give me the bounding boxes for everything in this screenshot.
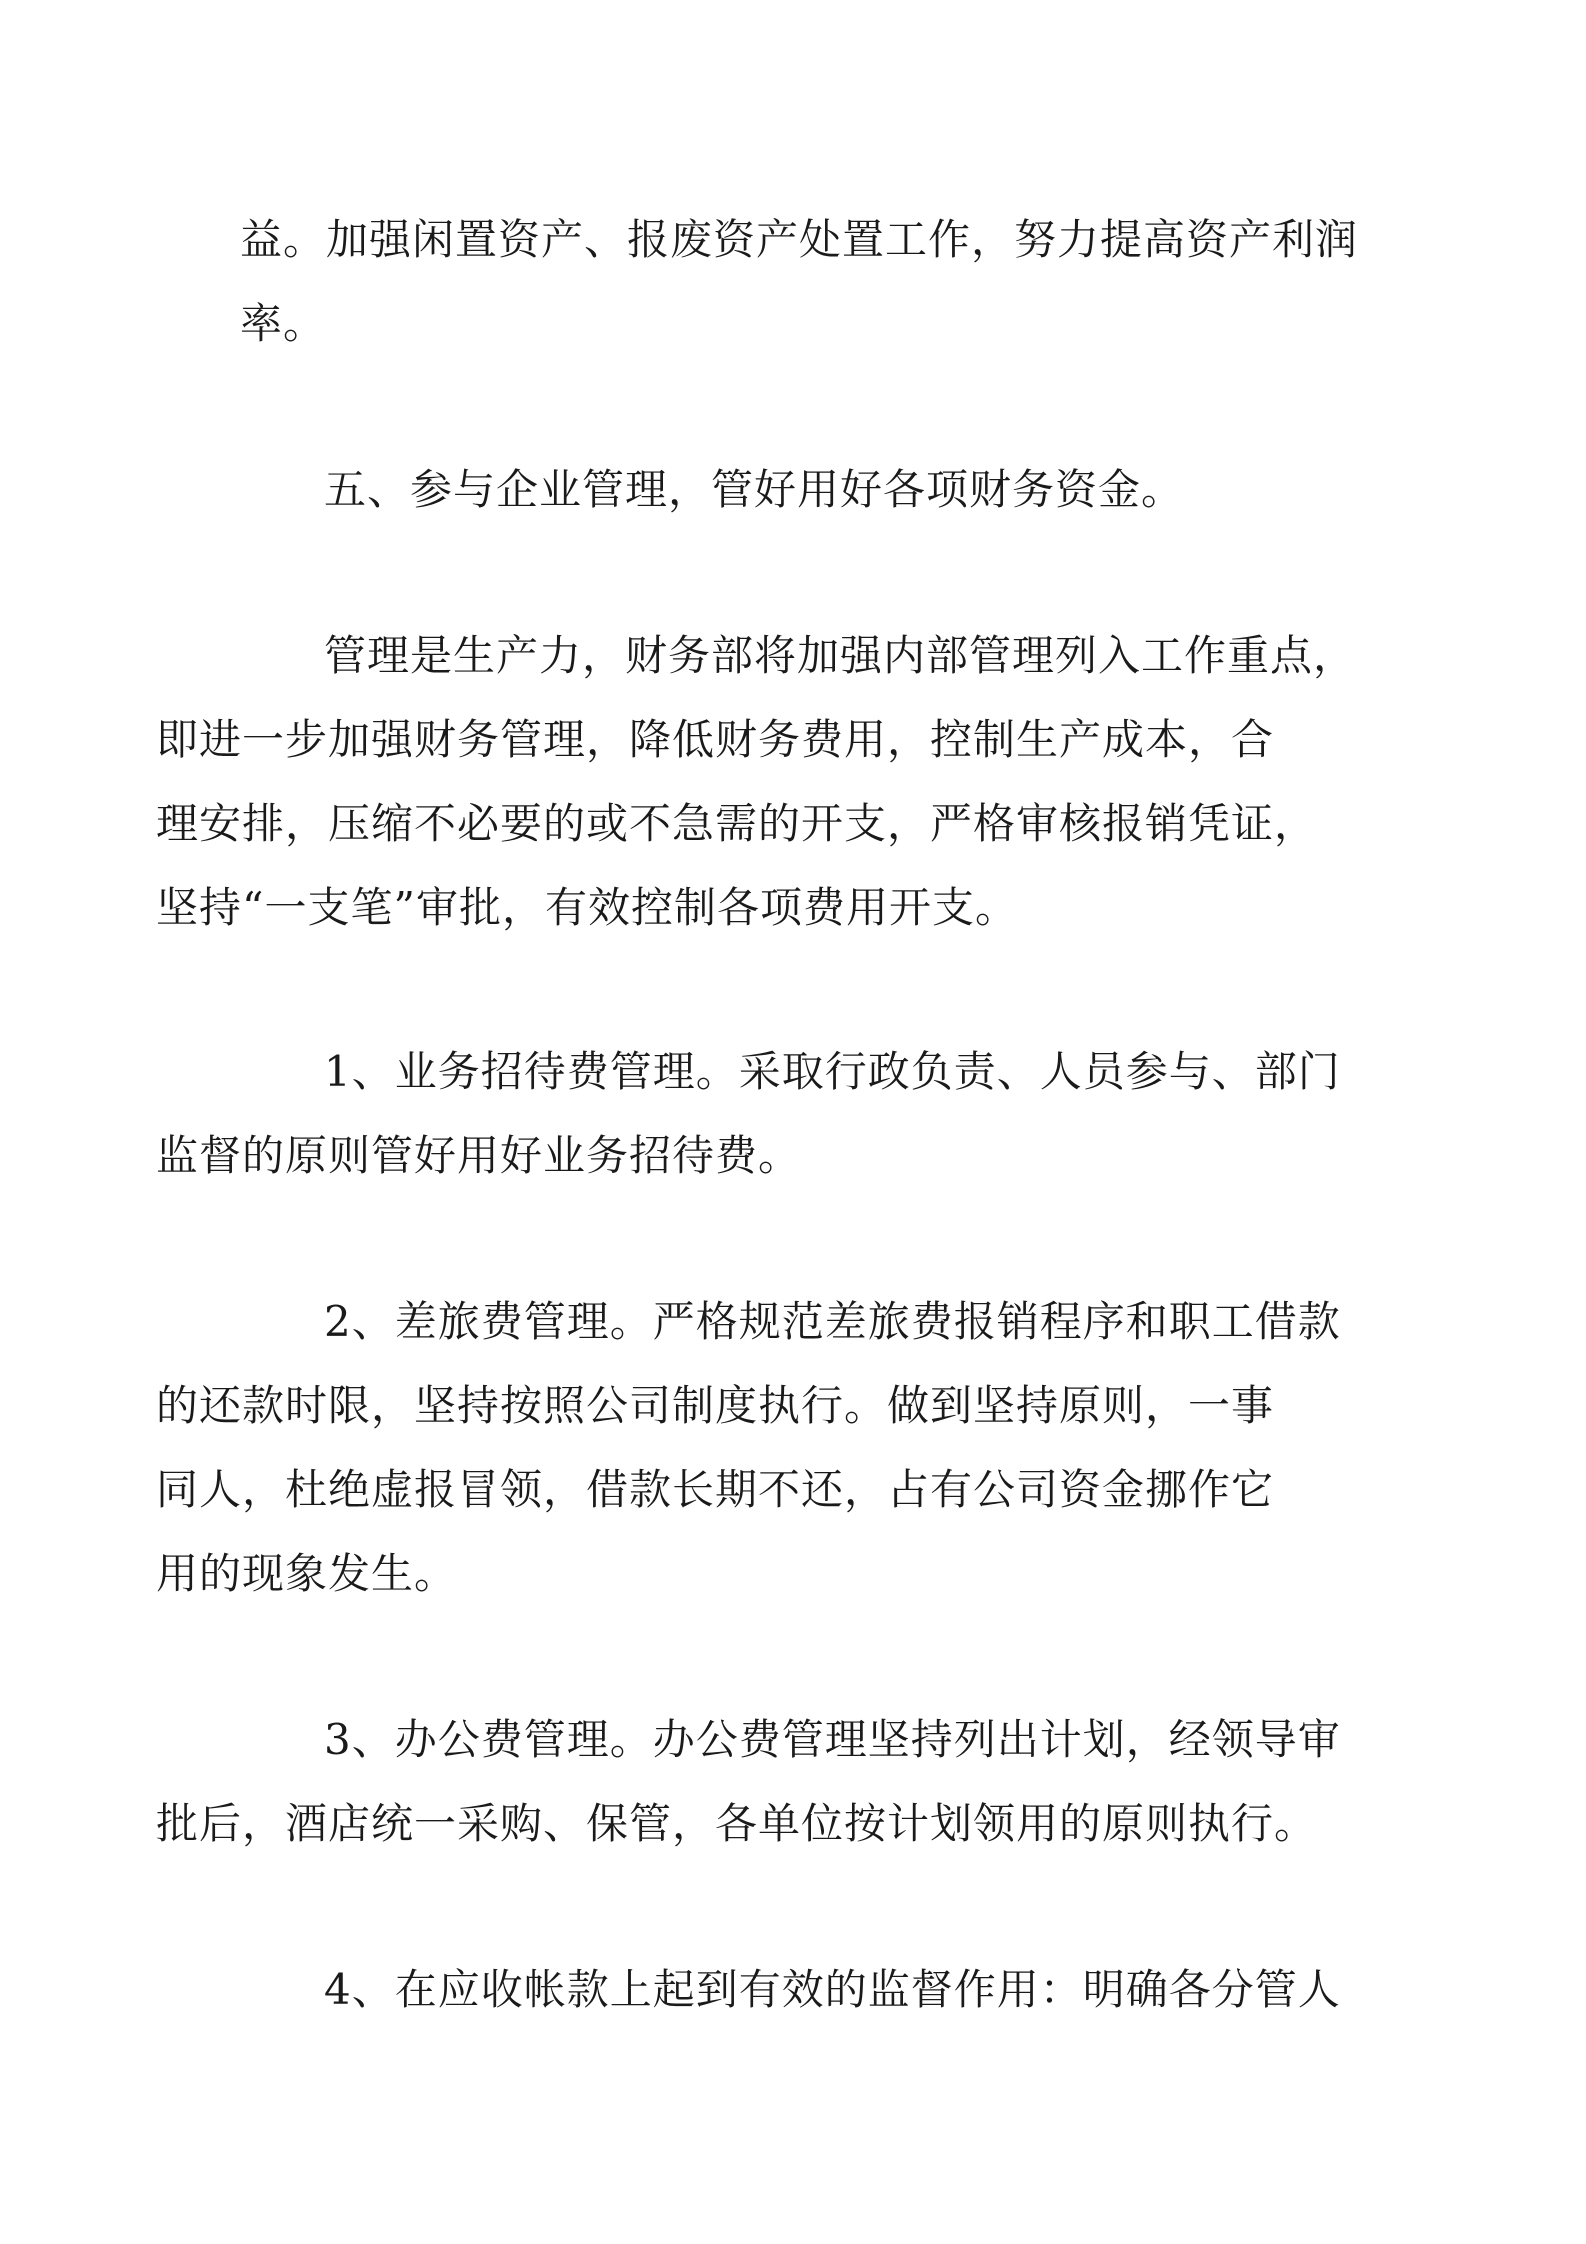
text-line: 的还款时限，坚持按照公司制度执行。做到坚持原则，一事 [156,1381,1275,1430]
text-line: 1、业务招待费管理。采取行政负责、人员参与、部门 [324,1047,1341,1096]
text-line: 监督的原则管好用好业务招待费。 [156,1131,802,1180]
paragraph-item-3 [156,1698,1360,1866]
text-line: 即进一步加强财务管理，降低财务费用，控制生产成本，合 [156,715,1275,764]
text-line: 理安排，压缩不必要的或不急需的开支，严格审核报销凭证， [156,799,1318,848]
paragraph-item-1 [156,1030,1360,1198]
text-line: 批后，酒店统一采购、保管，各单位按计划领用的原则执行。 [156,1799,1318,1848]
paragraph-item-4 [240,1948,1360,2032]
paragraph-item-2 [156,1280,1360,1616]
text-line: 4、在应收帐款上起到有效的监督作用：明确各分管人 [324,1965,1341,2014]
text-line: 2、差旅费管理。严格规范差旅费报销程序和职工借款 [324,1297,1341,1346]
text-line: 用的现象发生。 [156,1549,458,1598]
paragraph-management [156,614,1360,950]
text-line: 管理是生产力，财务部将加强内部管理列入工作重点， [324,631,1357,680]
section-heading-five [240,448,1360,532]
text-line: 益。加强闲置资产、报废资产处置工作，努力提高资产利润 [240,215,1359,264]
text-line: 3、办公费管理。办公费管理坚持列出计划，经领导审 [324,1715,1341,1764]
text-line: 率。 [240,299,327,348]
text-line: 五、参与企业管理，管好用好各项财务资金。 [324,465,1185,514]
paragraph-asset-disposal [240,198,1360,366]
text-line: 坚持“一支笔”审批，有效控制各项费用开支。 [156,883,1018,932]
text-line: 同人，杜绝虚报冒领，借款长期不还，占有公司资金挪作它 [156,1465,1275,1514]
